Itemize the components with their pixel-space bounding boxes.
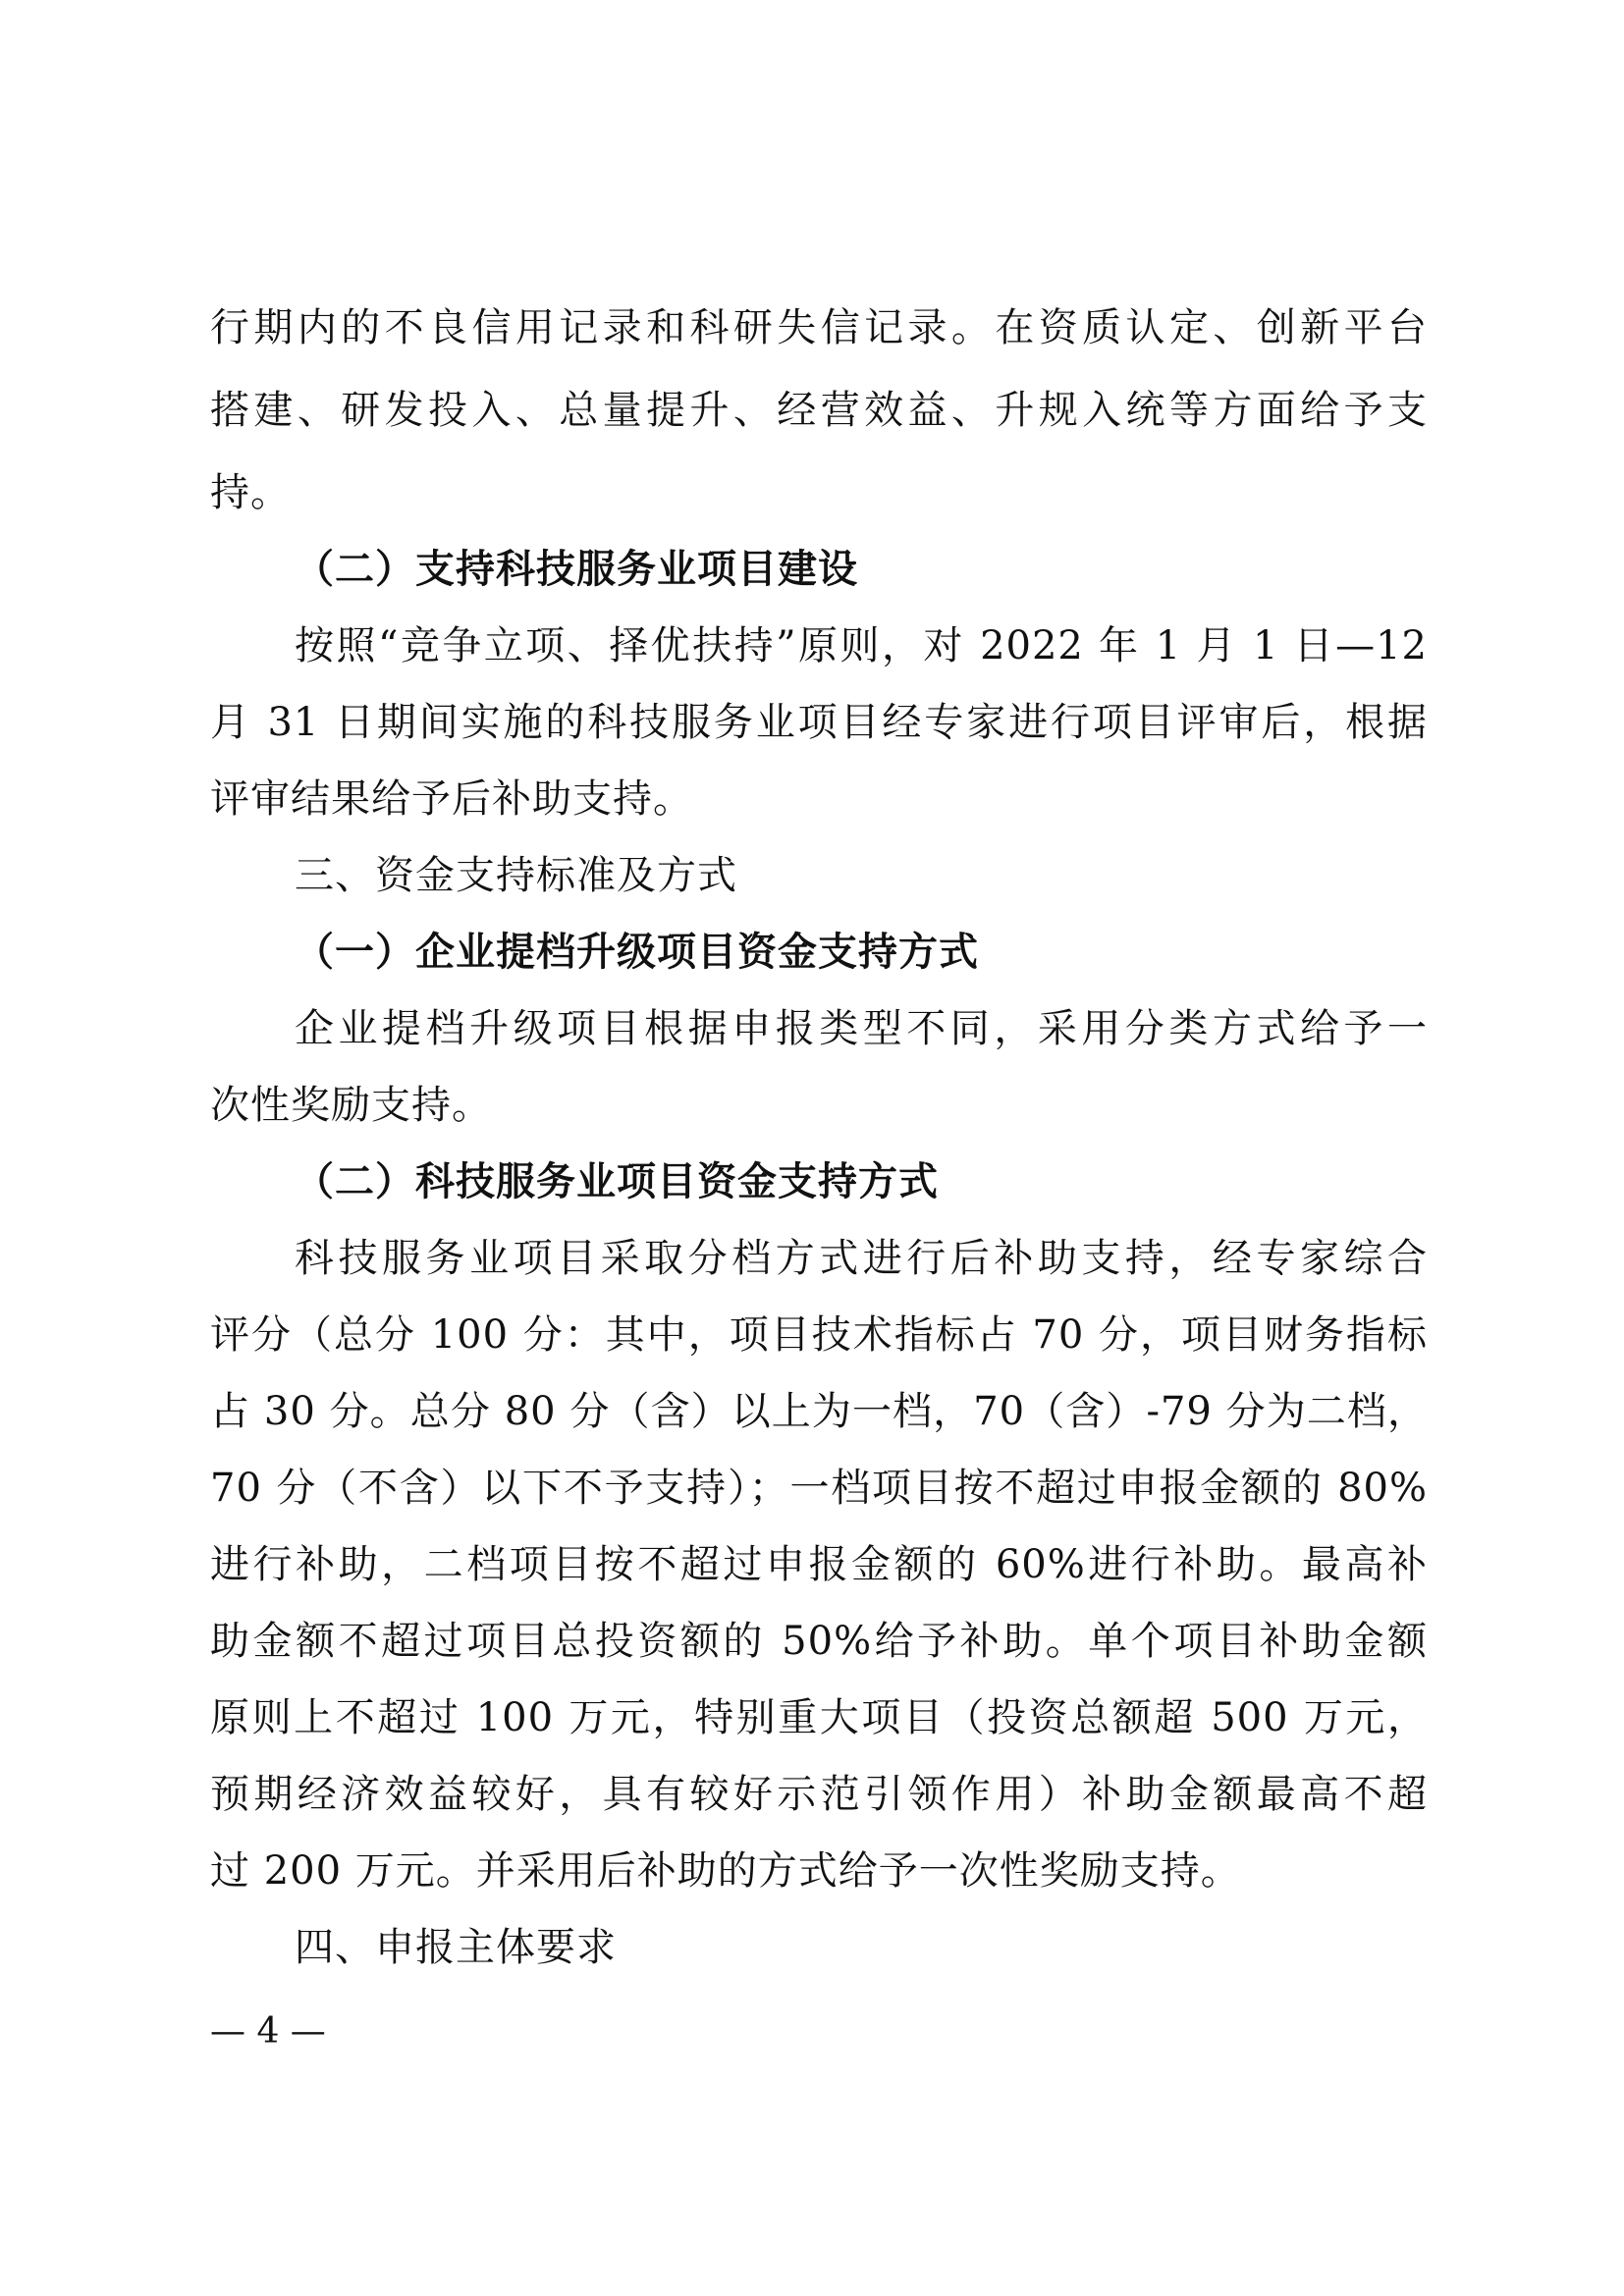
paragraph-line: 预期经济效益较好，具有较好示范引领作用）补助金额最高不超 [210,1772,1428,1817]
paragraph-line: 行期内的不良信用记录和科研失信记录。在资质认定、创新平台 [210,305,1428,350]
paragraph-line: 评审结果给予后补助支持。 [210,776,693,822]
paragraph-line: 科技服务业项目采取分档方式进行后补助支持，经专家综合 [295,1236,1428,1281]
paragraph-line: 评分（总分 100 分：其中，项目技术指标占 70 分，项目财务指标 [210,1312,1428,1358]
subsection-heading: （二）科技服务业项目资金支持方式 [295,1158,939,1204]
paragraph-line: 过 200 万元。并采用后补助的方式给予一次性奖励支持。 [210,1848,1241,1894]
paragraph-line: 搭建、研发投入、总量提升、经营效益、升规入统等方面给予支 [210,388,1428,433]
paragraph-line: 70 分（不含）以下不予支持）；一档项目按不超过申报金额的 80% [210,1466,1428,1511]
subsection-heading: （二）支持科技服务业项目建设 [295,546,858,592]
paragraph-line: 按照“竞争立项、择优扶持”原则，对 2022 年 1 月 1 日—12 [295,623,1428,668]
paragraph-line: 原则上不超过 100 万元，特别重大项目（投资总额超 500 万元， [210,1695,1428,1740]
subsection-heading: （一）企业提档升级项目资金支持方式 [295,929,979,975]
section-heading: 三、资金支持标准及方式 [295,853,737,898]
paragraph-line: 企业提档升级项目根据申报类型不同，采用分类方式给予一 [295,1006,1428,1051]
section-heading: 四、申报主体要求 [295,1925,617,1970]
paragraph-line: 月 31 日期间实施的科技服务业项目经专家进行项目评审后，根据 [210,700,1428,745]
paragraph-line: 进行补助，二档项目按不超过申报金额的 60%进行补助。最高补 [210,1542,1428,1587]
paragraph-line: 占 30 分。总分 80 分（含）以上为一档，70（含）-79 分为二档， [210,1389,1428,1434]
page-number: — 4 — [210,2011,326,2052]
paragraph-line: 持。 [210,470,291,515]
paragraph-line: 次性奖励支持。 [210,1083,492,1128]
paragraph-line: 助金额不超过项目总投资额的 50%给予补助。单个项目补助金额 [210,1619,1428,1664]
